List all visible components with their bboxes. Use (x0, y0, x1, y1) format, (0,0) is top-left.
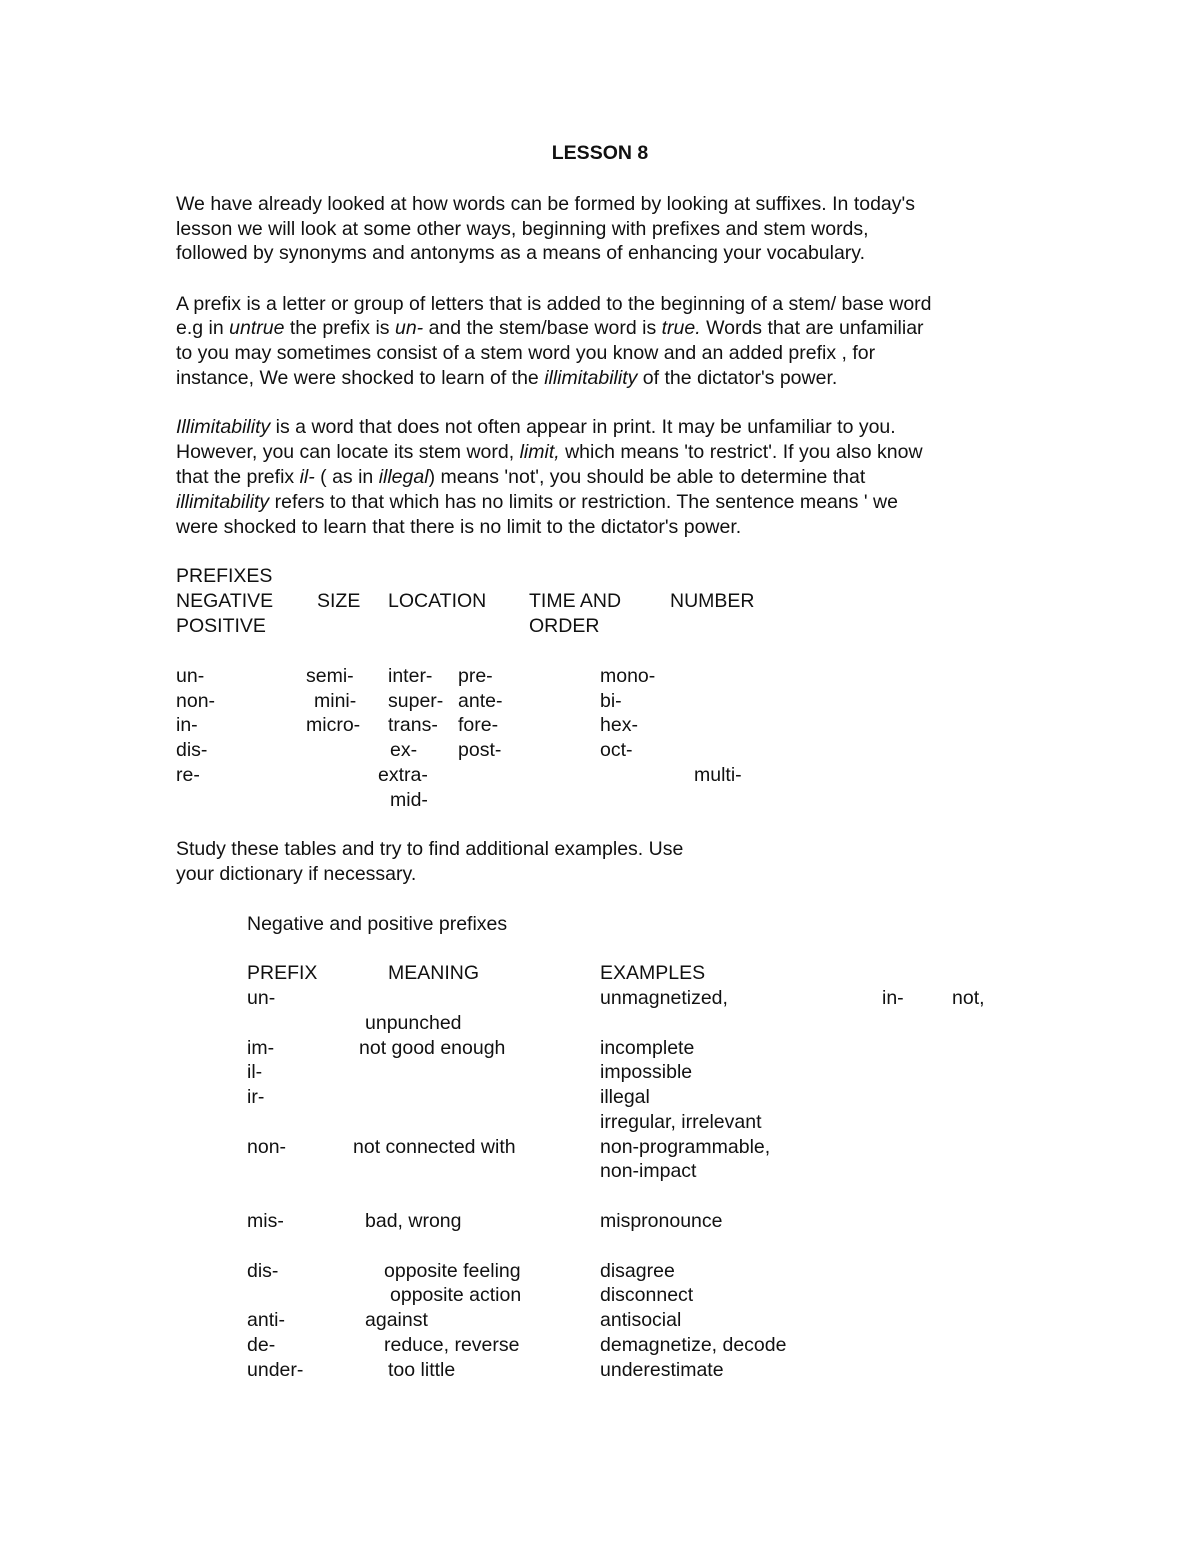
prefix-negative-item: non- (176, 690, 216, 712)
prefix-time-item: ante- (458, 690, 503, 712)
neg-example-cell: underestimate (600, 1359, 724, 1381)
neg-example-cell: disagree (600, 1260, 675, 1282)
neg-example-cell: non-programmable, (600, 1136, 771, 1158)
lesson-title: LESSON 8 (551, 142, 649, 164)
prefix-time-item: pre- (458, 665, 493, 687)
neg-example-cell: irregular, irrelevant (600, 1111, 762, 1133)
para3-line-4: illimitability refers to that which has no limits or restriction. The sentence means ' we (176, 491, 898, 513)
neg-prefix-cell: im- (247, 1037, 275, 1059)
prefix-negative-item: in- (176, 714, 198, 736)
col-order: ORDER (529, 615, 600, 637)
prefix-location-item: ex- (390, 739, 418, 761)
para2-line-4: instance, We were shocked to learn of the illimitability of the dictator's power. (176, 367, 838, 389)
neg-example-cell: mispronounce (600, 1210, 723, 1232)
prefix-time-item: fore- (458, 714, 499, 736)
prefix-negative-item: un- (176, 665, 205, 687)
prefix-number-item: mono- (600, 665, 656, 687)
prefix-size-item: mini- (314, 690, 357, 712)
study-line-2: your dictionary if necessary. (176, 863, 417, 885)
para3-line-5: were shocked to learn that there is no limit to the dictator's power. (176, 516, 742, 538)
neg-prefix-cell: mis- (247, 1210, 284, 1232)
prefix-location-item: inter- (388, 665, 433, 687)
prefix-location-item: mid- (390, 789, 428, 811)
neg-prefix-cell: dis- (247, 1260, 279, 1282)
neg-meaning-cell: reduce, reverse (384, 1334, 520, 1356)
prefix-location-item: super- (388, 690, 444, 712)
neg-meaning-cell: not connected with (353, 1136, 516, 1158)
neg-meaning-cell: too little (388, 1359, 456, 1381)
para2-line-2: e.g in untrue the prefix is un- and the stem/base word is true. Words that are unfamiliar (176, 317, 924, 339)
neg-prefix-cell: under- (247, 1359, 304, 1381)
neg-meaning-cell: not good enough (359, 1037, 506, 1059)
neg-prefix-cell: in- (882, 987, 904, 1009)
para3-line-3: that the prefix il- ( as in illegal) means 'not', you should be able to determine that (176, 466, 866, 488)
prefix-negative-item: dis- (176, 739, 208, 761)
neg-meaning-cell: not, (952, 987, 985, 1009)
intro-line-3: followed by synonyms and antonyms as a means of enhancing your vocabulary. (176, 242, 866, 264)
neg-example-cell: antisocial (600, 1309, 682, 1331)
neg-prefix-cell: ir- (247, 1086, 265, 1108)
col-time: TIME AND (529, 590, 622, 612)
neg-meaning-cell: opposite action (390, 1284, 522, 1306)
neg-meaning-cell: bad, wrong (365, 1210, 462, 1232)
neg-meaning-cell: opposite feeling (384, 1260, 521, 1282)
neg-col-examples: EXAMPLES (600, 962, 706, 984)
neg-prefix-cell: anti- (247, 1309, 285, 1331)
prefix-time-item: post- (458, 739, 502, 761)
neg-example-cell: illegal (600, 1086, 650, 1108)
col-size: SIZE (317, 590, 361, 612)
neg-example-cell: disconnect (600, 1284, 694, 1306)
prefix-number-item: bi- (600, 690, 622, 712)
prefix-size-item: micro- (306, 714, 361, 736)
intro-line-1: We have already looked at how words can be formed by looking at suffixes. In today's (176, 193, 916, 215)
study-line-1: Study these tables and try to find additional examples. Use (176, 838, 684, 860)
prefix-number-item: hex- (600, 714, 638, 736)
col-location: LOCATION (388, 590, 487, 612)
neg-col-prefix: PREFIX (247, 962, 318, 984)
neg-prefix-cell: de- (247, 1334, 276, 1356)
col-positive: POSITIVE (176, 615, 266, 637)
neg-table-heading: Negative and positive prefixes (247, 913, 508, 935)
para2-line-1: A prefix is a letter or group of letters that is added to the beginning of a stem/ base word (176, 293, 932, 315)
prefix-location-item: trans- (388, 714, 438, 736)
neg-prefix-cell: non- (247, 1136, 287, 1158)
neg-prefix-cell: il- (247, 1061, 263, 1083)
intro-line-2: lesson we will look at some other ways, beginning with prefixes and stem words, (176, 218, 869, 240)
neg-example-cell: unpunched (365, 1012, 462, 1034)
prefix-size-item: semi- (306, 665, 354, 687)
neg-meaning-cell: against (365, 1309, 428, 1331)
para3-line-1: Illimitability is a word that does not often appear in print. It may be unfamiliar to you. (176, 416, 896, 438)
para3-line-2: However, you can locate its stem word, limit, which means 'to restrict'. If you also know (176, 441, 923, 463)
prefixes-heading: PREFIXES (176, 565, 273, 587)
neg-example-cell: unmagnetized, (600, 987, 728, 1009)
neg-prefix-cell: un- (247, 987, 276, 1009)
neg-example-cell: incomplete (600, 1037, 695, 1059)
neg-col-meaning: MEANING (388, 962, 480, 984)
prefix-location-item: extra- (378, 764, 428, 786)
prefix-negative-item: re- (176, 764, 200, 786)
neg-example-cell: impossible (600, 1061, 693, 1083)
prefix-number-item: oct- (600, 739, 633, 761)
neg-example-cell: demagnetize, decode (600, 1334, 787, 1356)
para2-line-3: to you may sometimes consist of a stem word you know and an added prefix , for (176, 342, 876, 364)
col-number: NUMBER (670, 590, 755, 612)
neg-example-cell: non-impact (600, 1160, 697, 1182)
col-negative: NEGATIVE (176, 590, 274, 612)
prefix-number-item: multi- (694, 764, 742, 786)
